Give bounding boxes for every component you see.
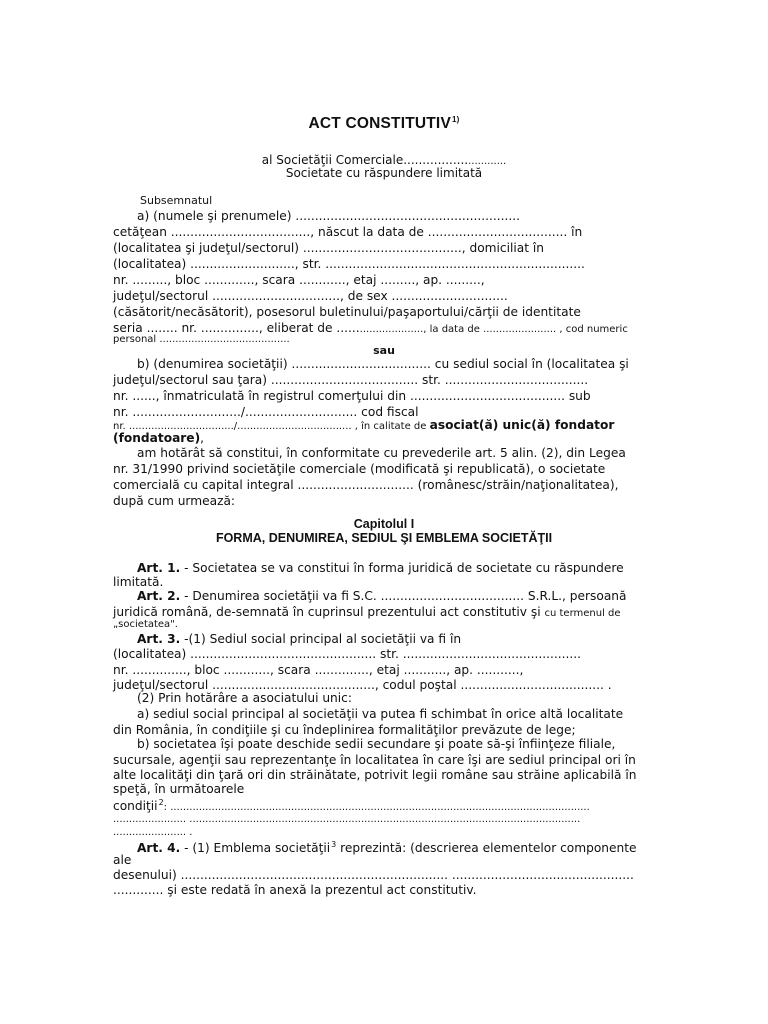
partB-line-8: nr. 31/1990 privind societăţile comerciale (modificată şi republicată), o societate xyxy=(113,462,606,476)
art3-line-5: (2) Prin hotărâre a asociatului unic: xyxy=(137,691,352,705)
art3-line-10: alte localităţi din ţară ori din străinătate, potrivit legii române sau străine aplicabilă în xyxy=(113,768,637,782)
partB-line-4: nr. ............................/............................. cod fiscal xyxy=(113,405,419,419)
chapter-label: Capitolul I xyxy=(353,517,415,531)
art2-line-3: „societatea". xyxy=(113,619,178,630)
partA-line-7: (căsătorit/necăsătorit), posesorul buletinului/paşaportului/cărţii de identitate xyxy=(113,305,581,319)
art4-line-4: ............. şi este redată în anexă la prezentul act constitutiv. xyxy=(113,883,477,897)
art3-line-2: (localitatea) ................................................ str. .............................................. xyxy=(113,647,581,661)
company-type-line: Societate cu răspundere limitată xyxy=(285,166,483,180)
partA-line-1: a) (numele şi prenumele) .......................................................... xyxy=(137,209,521,223)
partA-line-3: (localitatea şi judeţul/sectorul) ........................................., domiciliat în xyxy=(113,241,545,255)
partA-line-2: cetăţean ...................................., născut la data de .................................... în xyxy=(113,225,583,239)
partB-line-3: nr. ......, înmatriculată în registrul comerţului din ........................................ sub xyxy=(113,389,591,403)
art3-line-3: nr. .............., bloc ............, scara .............., etaj ..........., ap. ..........., xyxy=(113,663,524,677)
art1-line-1: Art. 1. - Societatea se va constitui în forma juridică de societate cu răspundere xyxy=(137,561,624,575)
art3-line-6: a) sediul social principal al societăţii va putea fi schimbat în orice altă localitate xyxy=(137,707,624,721)
footnote-ref-3: 3 xyxy=(331,840,337,849)
sau-label: sau xyxy=(373,344,395,357)
art3-line-11: speţă, în următoarele xyxy=(113,782,245,796)
art4-line-1: Art. 4. - (1) Emblema societăţii$^3$ reprezintă: (descrierea elementelor componente xyxy=(137,840,637,856)
partA-line-5: nr. ........., bloc ............., scara ............, etaj ........., ap. ........., xyxy=(113,273,485,287)
partB-line-7: am hotărât să constitui, în conformitate cu prevederile art. 5 alin. (2), din Legea xyxy=(137,446,626,460)
art3-line-1: Art. 3. -(1) Sediul social principal al societăţii va fi în xyxy=(137,632,462,646)
partB-line-5: nr. ................................./.................................... , în calitate de asociat(ă) unic(ă) fondator xyxy=(113,418,615,432)
partB-line-6: (fondatoare), xyxy=(113,431,205,445)
document-title: ACT CONSTITUTIV$^{1)}$ xyxy=(308,115,460,133)
subsemnatul-label: Subsemnatul xyxy=(140,194,213,207)
partB-line-10: după cum urmează: xyxy=(113,494,236,508)
partA-line-8: seria ........ nr. ..............., eliberat de .........................., la data de ....................... , cod numeric xyxy=(113,321,628,335)
partA-line-4: (localitatea) ..........................., str. ................................................................... xyxy=(113,257,585,271)
partB-line-9: comercială cu capital integral .............................. (românesc/străin/naţionalitatea), xyxy=(113,478,619,492)
art3-line-14: ....................... . xyxy=(113,827,193,838)
footnote-ref-2: 2 xyxy=(158,798,164,807)
chapter-title: FORMA, DENUMIREA, SEDIUL ŞI EMBLEMA SOCIETĂŢII xyxy=(215,531,553,545)
title-footnote-ref: 1) xyxy=(451,115,460,124)
art3-line-7: din România, în condiţiile şi cu îndeplinirea formalităţilor prevăzute de lege; xyxy=(113,723,576,737)
partB-line-1: b) (denumirea societăţii) .................................... cu sediul social în (localitatea şi xyxy=(137,357,629,371)
art3-line-12: condiţii$^2$: .................................................................................................................................... xyxy=(113,798,590,814)
partA-line-6: judeţul/sectorul ................................., de sex .............................. xyxy=(113,289,508,303)
partA-line-9: personal ......................................... xyxy=(113,334,290,345)
art2-line-2: juridică română, de-semnată în cuprinsul prezentului act constitutiv şi cu termenul de xyxy=(113,605,621,619)
company-line: al Societăţii Comerciale............................. xyxy=(261,153,507,167)
art3-line-8: b) societatea îşi poate deschide sedii secundare şi poate să-şi înfiinţeze filiale, xyxy=(137,737,616,751)
art4-line-3: desenului) ..................................................................... ............................................... xyxy=(113,868,634,882)
art2-line-1: Art. 2. - Denumirea societăţii va fi S.C. ..................................... S.R.L., persoană xyxy=(137,589,627,603)
partB-line-2: judeţul/sectorul sau ţara) ...................................... str. ..................................... xyxy=(113,373,589,387)
art3-line-9: sucursale, agenţii sau reprezentanţe în localitatea în care îşi are sediul principal ori în xyxy=(113,753,636,767)
art3-line-13: ....................... ........................................................................................................................... xyxy=(113,814,581,825)
art4-line-2: ale xyxy=(113,853,132,867)
art1-line-2: limitată. xyxy=(113,575,164,589)
art3-line-4: judeţul/sectorul .........................................., codul poştal ..................................... . xyxy=(113,678,612,692)
